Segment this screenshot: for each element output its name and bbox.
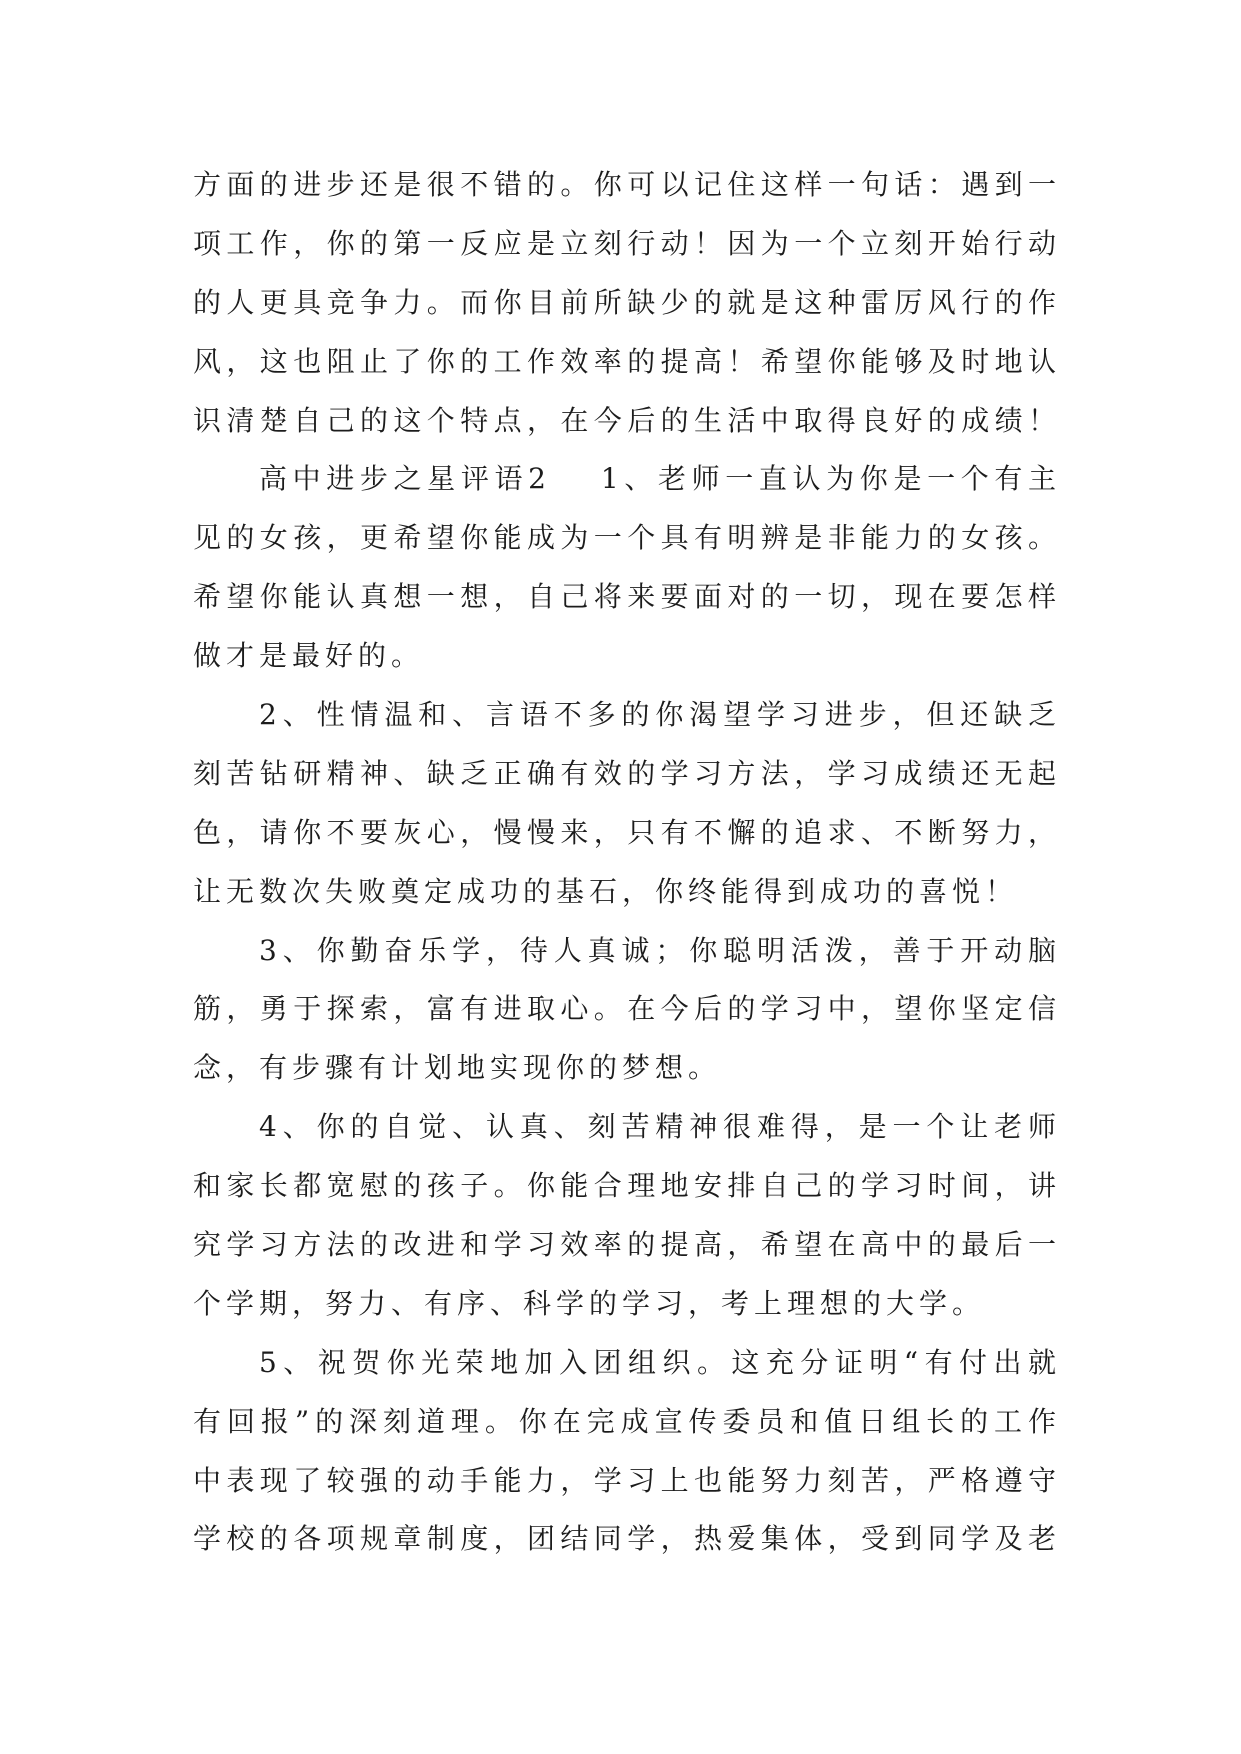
text-line: 希望你能认真想一想，自己将来要面对的一切，现在要怎样 bbox=[193, 580, 1061, 614]
text-line: 筋，勇于探索，富有进取心。在今后的学习中，望你坚定信 bbox=[193, 992, 1061, 1026]
text-line-content: 1、老师一直认为你是一个有主 bbox=[600, 462, 1061, 496]
text-line: 项工作，你的第一反应是立刻行动！因为一个立刻开始行动 bbox=[193, 226, 1061, 260]
text-line: 念，有步骤有计划地实现你的梦想。 bbox=[193, 1051, 722, 1085]
text-line: 让无数次失败奠定成功的基石，你终能得到成功的喜悦！ bbox=[193, 874, 1019, 908]
text-line: 4、你的自觉、认真、刻苦精神很难得，是一个让老师 bbox=[259, 1110, 1061, 1144]
paragraph bbox=[193, 922, 1061, 1099]
section-title: 高中进步之星评语2 bbox=[259, 462, 551, 496]
text-line: 做才是最好的。 bbox=[193, 639, 425, 673]
text-line: 见的女孩，更希望你能成为一个具有明辨是非能力的女孩。 bbox=[193, 521, 1061, 555]
text-line: 学校的各项规章制度，团结同学，热爱集体，受到同学及老 bbox=[193, 1522, 1061, 1556]
text-line: 3、你勤奋乐学，待人真诚；你聪明活泼，善于开动脑 bbox=[259, 933, 1061, 967]
text-line: 5、祝贺你光荣地加入团组织。这充分证明“有付出就 bbox=[259, 1345, 1061, 1379]
paragraph bbox=[193, 450, 1061, 686]
text-line: 个学期，努力、有序、科学的学习，考上理想的大学。 bbox=[193, 1286, 986, 1320]
text-line: 和家长都宽慰的孩子。你能合理地安排自己的学习时间，讲 bbox=[193, 1169, 1061, 1203]
text-line: 色，请你不要灰心，慢慢来，只有不懈的追求、不断努力， bbox=[193, 815, 1061, 849]
text-line: 有回报”的深刻道理。你在完成宣传委员和值日组长的工作 bbox=[193, 1404, 1061, 1438]
paragraph bbox=[193, 1098, 1061, 1334]
paragraph bbox=[193, 1334, 1061, 1570]
text-line: 中表现了较强的动手能力，学习上也能努力刻苦，严格遵守 bbox=[193, 1463, 1061, 1497]
paragraph bbox=[193, 686, 1061, 922]
text-line: 2、性情温和、言语不多的你渴望学习进步，但还缺乏 bbox=[259, 698, 1061, 732]
text-line bbox=[193, 450, 1061, 509]
text-line: 刻苦钻研精神、缺乏正确有效的学习方法，学习成绩还无起 bbox=[193, 756, 1061, 790]
text-line: 方面的进步还是很不错的。你可以记住这样一句话：遇到一 bbox=[193, 168, 1061, 201]
text-line: 究学习方法的改进和学习效率的提高，希望在高中的最后一 bbox=[193, 1228, 1061, 1262]
text-line: 识清楚自己的这个特点，在今后的生活中取得良好的成绩！ bbox=[193, 403, 1061, 437]
text-line: 的人更具竞争力。而你目前所缺少的就是这种雷厉风行的作 bbox=[193, 285, 1061, 319]
document-body bbox=[193, 156, 1061, 1569]
paragraph bbox=[193, 156, 1061, 450]
text-line: 风，这也阻止了你的工作效率的提高！希望你能够及时地认 bbox=[193, 344, 1061, 378]
